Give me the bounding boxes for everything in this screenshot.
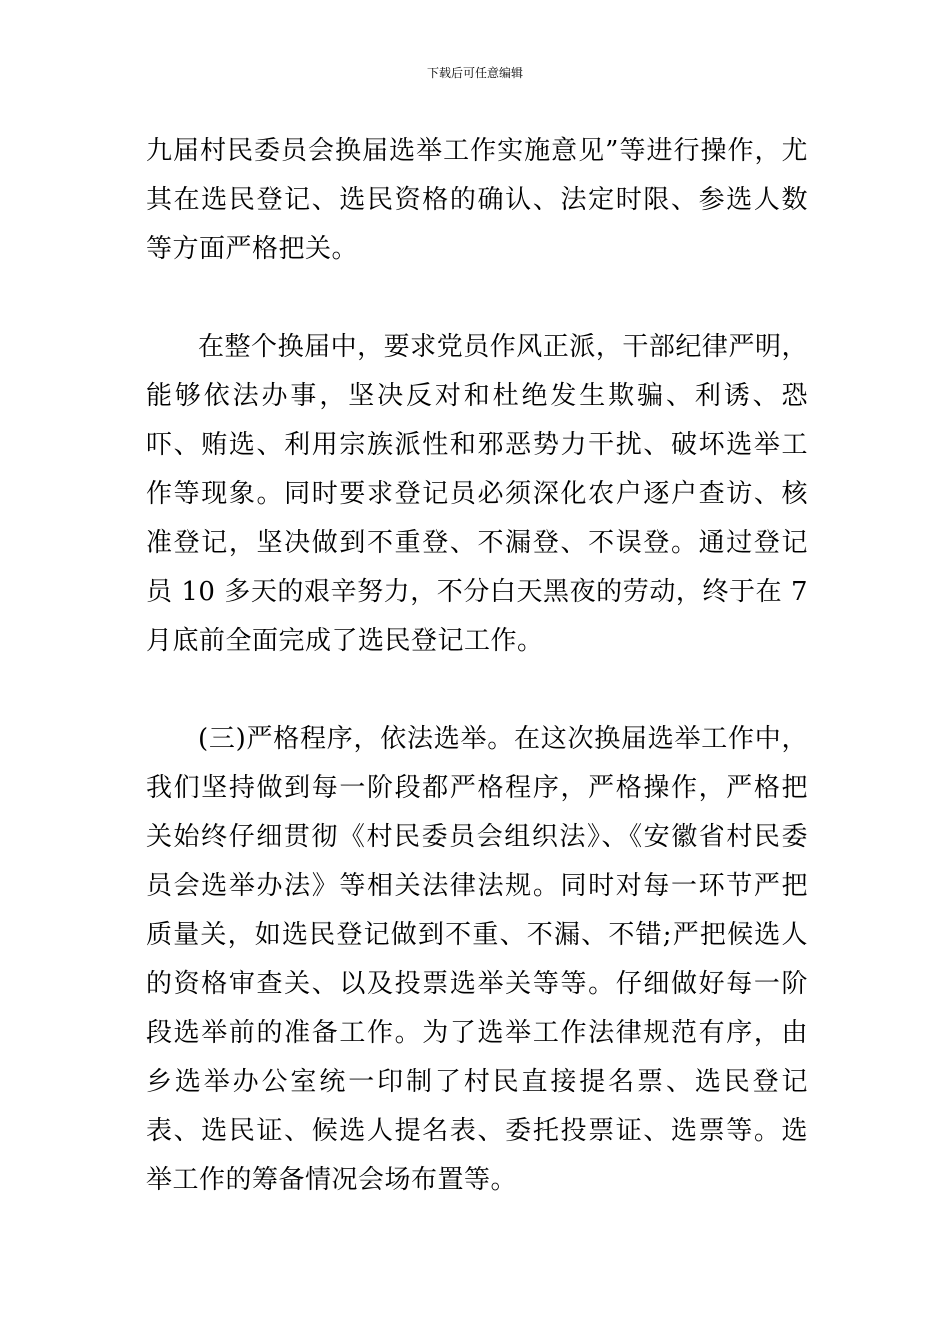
paragraph-1: 九届村民委员会换届选举工作实施意见”等进行操作，尤其在选民登记、选民资格的确认、法定时限、参选人数等方面严格把关。 — [146, 136, 808, 264]
page-header: 下载后可任意编辑 — [426, 66, 523, 80]
document-body — [146, 127, 808, 1205]
paragraph-spacer — [146, 666, 808, 715]
paragraph-spacer — [146, 274, 808, 323]
paragraph-3: (三)严格程序，依法选举。在这次换届选举工作中，我们坚持做到每一阶段都严格程序，严格操作，严格把关始终仔细贯彻《村民委员会组织法》、《安徽省村民委员会选举办法》等相关法律法规。同时对每一环节严把质量关，如选民登记做到不重、不漏、不错;严把候选人的资格审查关、以及投票选举关等等。仔细做好每一阶段选举前的准备工作。为了选举工作法律规范有序，由乡选举办公室统一印制了村民直接提名票、选民登记表、选民证、候选人提名表、委托投票证、选票等。选举工作的筹备情况会场布置等。 — [146, 724, 808, 1195]
paragraph-2: 在整个换届中，要求党员作风正派，干部纪律严明，能够依法办事，坚决反对和杜绝发生欺骗、利诱、恐吓、贿选、利用宗族派性和邪恶势力干扰、破坏选举工作等现象。同时要求登记员必须深化农户逐户查访、核准登记，坚决做到不重登、不漏登、不误登。通过登记员 10 多天的艰辛努力，不分白天黑夜的劳动，终于在 7 月底前全面完成了选民登记工作。 — [146, 332, 808, 656]
